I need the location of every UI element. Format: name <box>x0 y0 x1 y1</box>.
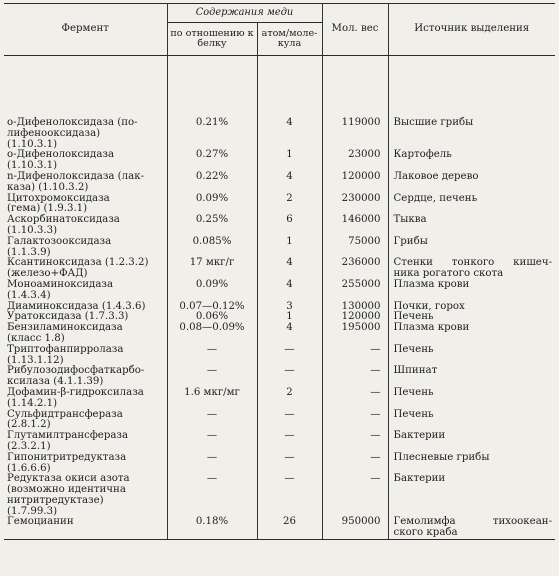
enzyme-cell <box>4 431 167 453</box>
mol-weight-cell: — <box>322 345 388 367</box>
header-spacer <box>4 56 555 119</box>
cell-line: (1.10.3.1) <box>7 160 58 172</box>
protein-content-cell: 0.08—0.09% <box>167 323 257 345</box>
enzyme-cell <box>4 474 167 517</box>
source-cell <box>388 215 555 237</box>
atoms-per-molecule-cell: 26 <box>257 517 322 539</box>
cell-line: Уратоксидаза (1.7.3.3) <box>7 311 129 323</box>
table-row <box>4 323 555 345</box>
atoms-per-molecule-cell: 4 <box>257 258 322 280</box>
cell-line: Грибы <box>393 235 428 247</box>
source-cell <box>388 237 555 259</box>
protein-content-cell: 0.25% <box>167 215 257 237</box>
mol-weight-cell: — <box>322 431 388 453</box>
protein-content-cell: — <box>167 345 257 367</box>
source-cell <box>388 194 555 216</box>
table-row <box>4 118 555 150</box>
protein-content-cell: 0.27% <box>167 150 257 172</box>
cell-line: Плазма крови <box>393 278 470 290</box>
source-cell <box>388 388 555 410</box>
atoms-per-molecule-cell: 1 <box>257 312 322 323</box>
cell-line: Стенки тонкого кишеч- <box>393 257 553 269</box>
protein-content-cell: 1.6 мкг/мг <box>167 388 257 410</box>
source-cell <box>388 172 555 194</box>
cell-line: Плазма крови <box>393 322 470 334</box>
atoms-per-molecule-cell: — <box>257 431 322 453</box>
cell-line: o-Дифенолоксидаза <box>7 149 115 161</box>
cell-line: Гемоцианин <box>7 516 74 528</box>
cell-line: Ксантиноксидаза (1.2.3.2) <box>7 257 149 269</box>
mol-weight-cell: 195000 <box>322 323 388 345</box>
source-cell <box>388 280 555 302</box>
protein-content-cell: 17 мкг/г <box>167 258 257 280</box>
cell-line: Картофель <box>393 149 452 161</box>
enzyme-cell <box>4 345 167 367</box>
protein-content-cell: 0.22% <box>167 172 257 194</box>
source-cell <box>388 431 555 453</box>
table-row <box>4 517 555 539</box>
atoms-per-molecule-cell: 2 <box>257 194 322 216</box>
cell-line: (1.14.2.1) <box>7 397 58 409</box>
atoms-per-molecule-cell: 4 <box>257 280 322 302</box>
cell-line: Бензиламиноксидаза <box>7 322 123 334</box>
cell-line: Моноаминоксидаза <box>7 278 114 290</box>
cell-line: Дофамин-β-гидроксилаза <box>7 386 144 398</box>
cell-line: Лаковое дерево <box>393 170 479 182</box>
cell-line: n-Дифенолоксидаза (лак- <box>7 170 145 182</box>
mol-weight-cell: 146000 <box>322 215 388 237</box>
protein-content-cell: — <box>167 431 257 453</box>
cell-line: (1.10.3.1) <box>7 138 58 150</box>
cell-line: Редуктаза окиси азота <box>7 473 130 485</box>
header-by-protein: по отношению к белку <box>167 23 257 56</box>
source-cell <box>388 517 555 539</box>
header-copper-content: Содержания меди <box>167 4 322 23</box>
protein-content-cell: 0.06% <box>167 312 257 323</box>
table-row <box>4 237 555 259</box>
cell-line: (1.6.6.6) <box>7 462 51 474</box>
cell-line: Почки, горох <box>393 300 465 312</box>
atoms-per-molecule-cell: — <box>257 410 322 432</box>
source-cell <box>388 258 555 280</box>
cell-line: (2.8.1.2) <box>7 419 51 431</box>
source-cell <box>388 410 555 432</box>
cell-line: (1.13.1.12) <box>7 354 64 366</box>
cell-line: (1.4.3.4) <box>7 289 51 301</box>
copper-enzymes-table <box>4 3 555 540</box>
cell-line: Бактерии <box>393 430 446 442</box>
cell-line: Триптофанпирролаза <box>7 343 124 355</box>
enzyme-cell <box>4 258 167 280</box>
table-row <box>4 453 555 475</box>
table-row <box>4 388 555 410</box>
enzyme-cell <box>4 237 167 259</box>
cell-line: Высшие грибы <box>393 117 474 128</box>
enzyme-cell <box>4 410 167 432</box>
cell-line: нитритредуктазе) <box>7 494 104 506</box>
cell-line: Галактозооксидаза <box>7 235 112 247</box>
enzyme-cell <box>4 453 167 475</box>
mol-weight-cell: 230000 <box>322 194 388 216</box>
cell-line: Диаминоксидаза (1.4.3.6) <box>7 300 146 312</box>
cell-line: Аскорбинатоксидаза <box>7 214 120 226</box>
cell-line: Тыква <box>393 214 427 226</box>
mol-weight-cell: 130000 <box>322 302 388 313</box>
mol-weight-cell: — <box>322 388 388 410</box>
protein-content-cell: 0.18% <box>167 517 257 539</box>
source-cell <box>388 345 555 367</box>
cell-line: ника рогатого скота <box>393 268 504 280</box>
protein-content-cell: — <box>167 453 257 475</box>
enzyme-cell <box>4 388 167 410</box>
enzyme-cell <box>4 150 167 172</box>
protein-content-cell: 0.09% <box>167 194 257 216</box>
cell-line: ксилаза (4.1.1.39) <box>7 376 104 388</box>
enzyme-cell <box>4 215 167 237</box>
cell-line: Сульфидтрансфераза <box>7 408 123 420</box>
atoms-per-molecule-cell: — <box>257 345 322 367</box>
table-row <box>4 474 555 517</box>
enzyme-cell <box>4 517 167 539</box>
cell-line: Бактерии <box>393 473 446 485</box>
cell-line: Печень <box>393 343 434 355</box>
cell-line: Шпинат <box>393 365 438 377</box>
table-row <box>4 215 555 237</box>
table-row <box>4 172 555 194</box>
protein-content-cell: 0.09% <box>167 280 257 302</box>
cell-line: лифенооксидаза) <box>7 127 101 139</box>
enzyme-cell <box>4 172 167 194</box>
mol-weight-cell: 23000 <box>322 150 388 172</box>
protein-content-cell: 0.07—0.12% <box>167 302 257 313</box>
atoms-per-molecule-cell: 4 <box>257 118 322 150</box>
source-cell <box>388 453 555 475</box>
mol-weight-cell: — <box>322 474 388 517</box>
enzyme-cell <box>4 194 167 216</box>
mol-weight-cell: — <box>322 410 388 432</box>
mol-weight-cell: 119000 <box>322 118 388 150</box>
mol-weight-cell: 120000 <box>322 312 388 323</box>
source-cell <box>388 366 555 388</box>
cell-line: Рибулозодифосфаткарбо- <box>7 365 145 377</box>
atoms-per-molecule-cell: 3 <box>257 302 322 313</box>
cell-line: Глутамилтрансфераза <box>7 430 129 442</box>
source-cell <box>388 323 555 345</box>
atoms-per-molecule-cell: 4 <box>257 172 322 194</box>
cell-line: (возможно идентична <box>7 484 126 496</box>
header-enzyme: Фермент <box>4 4 167 56</box>
mol-weight-cell: 950000 <box>322 517 388 539</box>
cell-line: Плесневые грибы <box>393 451 490 463</box>
protein-content-cell: — <box>167 410 257 432</box>
cell-line: (железо+ФАД) <box>7 268 88 280</box>
table-row <box>4 280 555 302</box>
cell-line: (1.1.3.9) <box>7 246 51 258</box>
table-row <box>4 150 555 172</box>
cell-line: Печень <box>393 386 434 398</box>
enzyme-cell <box>4 366 167 388</box>
enzyme-cell <box>4 323 167 345</box>
atoms-per-molecule-cell: 6 <box>257 215 322 237</box>
cell-line: Печень <box>393 311 434 323</box>
table-row <box>4 345 555 367</box>
atoms-per-molecule-cell: — <box>257 453 322 475</box>
table-row <box>4 431 555 453</box>
protein-content-cell: 0.085% <box>167 237 257 259</box>
protein-content-cell: — <box>167 474 257 517</box>
protein-content-cell: 0.21% <box>167 118 257 150</box>
header-source: Источник выделения <box>388 4 555 56</box>
mol-weight-cell: — <box>322 453 388 475</box>
mol-weight-cell: — <box>322 366 388 388</box>
enzyme-cell <box>4 118 167 150</box>
cell-line: ского краба <box>393 527 458 539</box>
table-row <box>4 194 555 216</box>
mol-weight-cell: 255000 <box>322 280 388 302</box>
table-row <box>4 366 555 388</box>
cell-line: (1.10.3.3) <box>7 224 58 236</box>
header-atoms-per-molecule: атом/моле-кула <box>257 23 322 56</box>
atoms-per-molecule-cell: 2 <box>257 388 322 410</box>
cell-line: Сердце, печень <box>393 192 478 204</box>
atoms-per-molecule-cell: — <box>257 366 322 388</box>
cell-line: каза) (1.10.3.2) <box>7 181 89 193</box>
cell-line: Гипонитритредуктаза <box>7 451 127 463</box>
cell-line: Гемолимфа тихоокеан- <box>393 516 553 528</box>
source-cell <box>388 150 555 172</box>
mol-weight-cell: 75000 <box>322 237 388 259</box>
cell-line: Печень <box>393 408 434 420</box>
cell-line: o-Дифенолоксидаза (по- <box>7 117 138 128</box>
cell-line: (гема) (1.9.3.1) <box>7 203 88 215</box>
atoms-per-molecule-cell: — <box>257 474 322 517</box>
cell-line: Цитохромоксидаза <box>7 192 110 204</box>
cell-line: (2.3.2.1) <box>7 440 51 452</box>
cell-line: (1.7.99.3) <box>7 505 58 517</box>
enzyme-cell <box>4 280 167 302</box>
source-cell <box>388 474 555 517</box>
cell-line: (класс 1.8) <box>7 332 65 344</box>
mol-weight-cell: 236000 <box>322 258 388 280</box>
table-row <box>4 258 555 280</box>
source-cell <box>388 118 555 150</box>
atoms-per-molecule-cell: 4 <box>257 323 322 345</box>
mol-weight-cell: 120000 <box>322 172 388 194</box>
protein-content-cell: — <box>167 366 257 388</box>
header-mol-weight: Мол. вес <box>322 4 388 56</box>
atoms-per-molecule-cell: 1 <box>257 150 322 172</box>
atoms-per-molecule-cell: 1 <box>257 237 322 259</box>
table-row <box>4 410 555 432</box>
